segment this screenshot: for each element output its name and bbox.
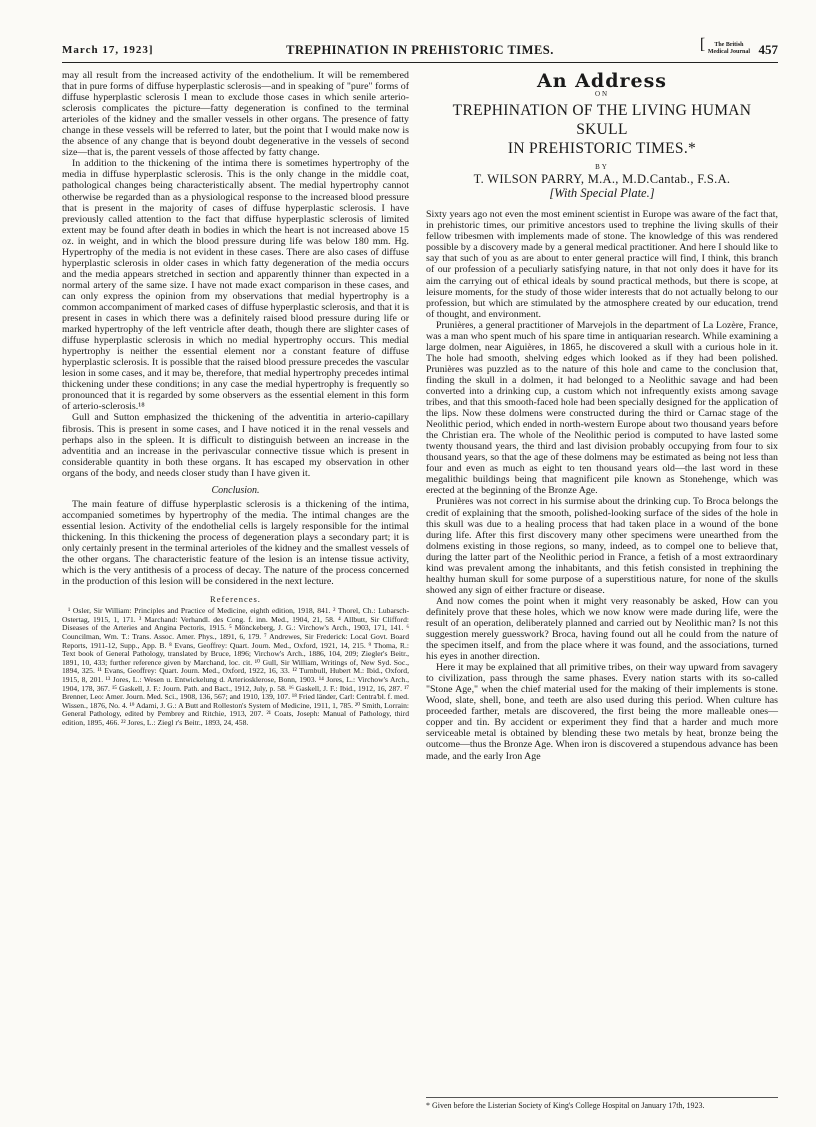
footnote: * Given before the Listerian Society of King's College Hospital on January 17th, 1923. — [426, 1097, 778, 1110]
left-column — [62, 70, 409, 728]
by-label: BY — [595, 163, 609, 172]
address-heading: An Address — [537, 70, 667, 92]
paragraph: Here it may be explained that all primitive tribes, on their way upward from savagery to civilization, pass through the same phases. Every nation starts with its so-called "Stone Age," when the chief material used for the making of their implements is stone. Wood, slate, shell, bone, and teeth are also used during this period. When culture has proceeded farther, metals are discovered, the first being the more malleable ones—copper and tin. By accident or experiment they find that a harder and much more serviceable metal is obtained by blending these two metals by heat, bronze being the outcome—thus the Bronze Age. When iron is discovered a stupendous advance has been made, and the early Iron Age — [426, 662, 778, 762]
plate-note: [With Special Plate.] — [549, 186, 655, 201]
paragraph: Prunières was not correct in his surmise about the drinking cup. To Broca belongs the credit of explaining that the smooth, polished-looking surface of the sides of the hole in this skull was due to a healing process that had taken place in a wound of the bone during life. After this first discovery many other specimens were unearthed from the dolmens existing in those regions, so many, indeed, as to compel one to believe that, during the latter part of the Neolithic period in France, a fetish of a most extraordinary kind was prevalent among the inhabitants, and this fetish consisted in trephining the healthy human skull for some purpose of a superstitious nature, for none of the skulls showed any sign of either fracture or disease. — [426, 496, 778, 596]
paragraph: Prunières, a general practitioner of Marvejols in the department of La Lozère, France, was a man who spent much of his spare time in antiquarian research. While examining a large dolmen, near Aiguières, in 1865, he discovered a skull with a curious hole in it. The hole had smooth, shelving edges which looked as if they had been polished. Prunières was puzzled as to the nature of this hole and came to the conclusion that, finding the skull in a dolmen, it had belonged to a Neolithic savage and had been converted into a drinking cup, a custom which not infrequently exists among savage tribes, and that this smooth-faced hole had been specially designed for the application of the lips. Now these dolmens were constructed during the third or Carnac stage of the Neolithic period, which ended in north-western Europe about two thousand years before the Christian era. The whole of the Neolithic period is computed to have lasted some twenty thousand years, the third and last division probably occupying from four to six thousand years, so that the age of these dolmens may be estimated as being not less than four and even as much as eight to ten thousand years old—the last word in these megalithic buildings being that magnificent pile known as Stonehenge, which was erected at the beginning of the Bronze Age. — [426, 319, 778, 497]
paragraph: Sixty years ago not even the most eminent scientist in Europe was aware of the fact that, in prehistoric times, our primitive ancestors used to trephine the living skulls of their fellow tribesmen with implements made of stone. The knowledge of this was rendered possible by a discovery made by a general medical practitioner. And here I should like to say that such of you as are about to enter general practice will find, I think, this branch of our profession of a peculiarly satisfying nature, in that not only does it have for its aim the carrying out of ethical ideals by sound practical methods, but there is scope, at leisure moments, for the study of those wider interests that do not actually belong to our profession, but which are stimulated by the atmosphere created by our education, trend of thought, and environment. — [426, 209, 778, 320]
journal-logo-line2: Medical Journal — [707, 49, 750, 55]
paragraph: And now comes the point when it might very reasonably be asked, How can you definitely prove that these holes, which we now know were made during life, were the result of an operation, deliberately planned and carried out by Neolithic man? Is not this suggestion merely guesswork? Broca, having found out all he could from the nature of the specimen itself, and from the place where it was found, and the associations, turned his eyes in another direction. — [426, 595, 778, 663]
page-number: 457 — [758, 42, 778, 57]
paragraph: Gull and Sutton emphasized the thickening of the adventitia in arterio-capillary fibrosis. This is present in some cases, and I have noticed it in the renal vessels and perhaps also in the spleen. It is difficult to distinguish between an increase in the adventitia and an increase in the perivascular connective tissue which is present in considerable quantity in both these organs. It has escaped my observation in other organs of the body, and needs closer study than I have given it. — [62, 412, 409, 479]
on-label: ON — [594, 90, 610, 99]
right-column — [426, 70, 778, 762]
conclusion-heading: Conclusion. — [211, 484, 260, 496]
references-heading: References. — [210, 594, 261, 605]
journal-logo-line1: [ The British — [714, 42, 744, 48]
header-date: March 17, 1923] — [62, 44, 154, 56]
paragraph: In addition to the thickening of the intima there is sometimes hypertrophy of the media in diffuse hyperplastic sclerosis. This is the only change in the middle coat, pathological changes being characteristically absent. The medial hypertrophy cannot otherwise be regarded than as a physiological response to the increased blood pressure that is present in the majority of cases of diffuse hyperplastic sclerosis. I have previously called attention to the fact that diffuse hyperplastic sclerosis of limited extent may be found after death in bodies in which the heart is not increased above 15 oz. in weight, and in which the blood pressure during life was below 180 mm. Hg. Hypertrophy of the media is not evident in these cases. There are also cases of diffuse hyperplastic sclerosis in older cases in which fatty degeneration of the media occurs and the media appears stretched in section and apparently thinner than expected in a normal artery of the same size. I have not made exact comparison in these cases, and can only express the opinion from my observations that medial hypertrophy is a common accompaniment of marked cases of diffuse hyperplastic sclerosis, and that it is present in cases in which there was a definitely raised blood pressure during life or marked hypertrophy of the left ventricle after death, though there are slighter cases of diffuse hyperplastic sclerosis in which no medial hypertrophy occurs. This medial hypertrophy is neither the essential element nor a constant feature of diffuse hyperplastic sclerosis. It is possible that the raised blood pressure precedes the vascular lesion in some cases, and it may be, therefore, that medial hypertrophy precedes intimal thickening under these conditions; in any case the medial hypertrophy is frequently so pronounced that it is regarded by some observers as the essential element in this form of arterio-sclerosis.¹⁸ — [62, 158, 409, 413]
author-name: T. WILSON PARRY, M.A., M.D.Cantab., F.S.A. — [473, 172, 731, 187]
header-title: TREPHINATION IN PREHISTORIC TIMES. — [286, 43, 554, 57]
journal-logo — [708, 42, 750, 56]
article-title-line2: IN PREHISTORIC TIMES.* — [507, 140, 697, 158]
references-list: ¹ Osler, Sir William: Principles and Practice of Medicine, eighth edition, 1918, 841. ² Thorel, Ch.: Lubarsch-Ostertag, 1915, 1, 171. ³ Marchand: Verhandl. des Cong. f. inn. Med., 1904, 21, 58. ⁴ Allbutt, Sir Clifford: Diseases of the Arteries and Angina Pectoris, 1915. ⁵ Mönckeberg, J. G.: Virchow's Arch., 1903, 171, 141. ⁶ Councilman, Wm. T.: Trans. Assoc. Amer. Phys., 1891, 6, 179. ⁷ Andrewes, Sir Frederick: Local Govt. Board Reports, 1911-12, Supp., App. B. ⁸ Evans, Geoffrey: Quart. Journ. Med., Oxford, 1921, 14, 215. ⁹ Thoma, R.: Text book of General Pathology, translated by Bruce, 1896; Virchow's Arch., 1886, 104, 209; Ziegler's Beitr., 1891, 10, 433; further reference given by Marchand, loc. cit. ¹⁰ Gull, Sir William, Writings of, New Syd. Soc., 1894, 325. ¹¹ Evans, Geoffrey: Quart. Journ. Med., Oxford, 1922, 16, 33. ¹² Turnbull, Hubert M.: Ibid., Oxford, 1915, 8, 201. ¹³ Jores, L.: Wesen u. Entwickelung d. Arteriosklerose, Bonn, 1903. ¹⁴ Jores, L.: Virchow's Arch., 1904, 178, 367. ¹⁵ Gaskell, J. F.: Journ. Path. and Bact., 1912, July, p. 58. ¹⁶ Gaskell, J. F.: Ibid., 1912, 16, 287. ¹⁷ Brenner, Leo: Amer. Journ. Med. Sci., 1908, 136, 567; and 1910, 139, 107. ¹⁸ Fried länder, Carl: Centra'bl. f. med. Wissen., 1876, No. 4. ¹⁹ Adami, J. G.: A Butt and Rolleston's System of Medicine, 1911, 1, 785. ²⁰ Smith, Lorrain: General Pathology, edited by Pembrey and Ritchie, 1913, 207. ²¹ Coats, Joseph: Manual of Pathology, third edition, 1895, 466. ²² Jores, L.: Ziegl r's Beitr., 1893, 24, 458. — [62, 606, 409, 727]
running-header — [62, 40, 778, 63]
article-title-line1: TREPHINATION OF THE LIVING HUMAN SKULL — [452, 102, 752, 139]
paragraph: may all result from the increased activity of the endothelium. It will be remembered that in pure forms of diffuse hyperplastic sclerosis—and in speaking of "pure" forms of diffuse hyperplastic sclerosis I mean to exclude those cases in which senile arterio-sclerosis complicates the picture—fatty degeneration is confined to the terminal arterioles of the kidney and the smaller vessels in other organs. The presence of fatty change in these vessels will be referred to later, but the point that I would make now is the absence of any change that is beyond doubt degenerative in the vessels of second size—that is, the parent vessels of those affected by fatty change. — [62, 70, 409, 159]
conclusion-paragraph: The main feature of diffuse hyperplastic sclerosis is a thickening of the intima, accompanied sometimes by hypertrophy of the media. The intimal changes are the essential lesion. Activity of the endothelial cells is largely responsible for the intimal thickening. In this thickening the process of degeneration plays a secondary part; it is only certainly present in the terminal arterioles of the kidney and the smallest vessels of the other organs. The characteristic feature of the lesion is an intense tissue activity, which is the very antithesis of a process of decay. The nature of the process concerned in the production of this lesion will be considered in the next lecture. — [62, 498, 409, 588]
